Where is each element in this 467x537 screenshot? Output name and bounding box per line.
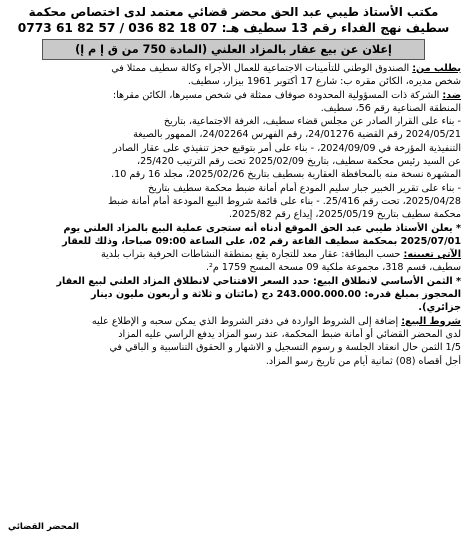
notice-line [6,341,461,354]
line-text: 2025/04/28، تحت رقم 25/416. - بناء على قائمة شروط البيع المودعة أمام أمانة ضبط [108,195,461,207]
notice-line [6,288,461,301]
notice-line [6,168,461,181]
notice-line [6,182,461,195]
notice-line [6,142,461,155]
notice-banner: إعلان عن بيع عقار بالمزاد العلني (المادة 750 من ق إ م إ) [42,39,425,60]
notice-line [6,248,461,261]
line-text: 2024/05/21 رقم القضية 24/01276، رقم الفهرس 24/02264، الممهور بالصيغة [133,129,461,141]
section-label: الآتي تعيينه: [403,249,461,261]
notice-line [6,301,461,314]
bailiff-signature-label: المحضر القضائي [8,522,79,532]
line-text: الشركة ذات المسؤولية المحدودة صوفاف ممثلة في شخص مسيرها، الكائن مقرها: [112,89,443,101]
notice-line [6,315,461,328]
line-text: إضافة إلى الشروط الواردة في دفتر الشروط الذي يمكن سحبه و الإطلاع عليه [91,315,402,327]
notice-line [6,75,461,88]
line-text: 2025/07/01 بمحكمة سطيف القاعة رقم 02، على الساعة 09:00 صباحا، وذلك للعقار [62,235,461,247]
section-label: ضد: [442,89,461,101]
notice-line [6,328,461,341]
line-text: التنفيذية المؤرخة في 2024/09/09، - بناء على أمر بتوقيع حجز تنفيذي على عقار الصادر [112,142,461,154]
office-title: مكتب الأستاذ طيبي عبد الحق محضر قضائي معتمد لدى اختصاص محكمة [28,5,439,19]
notice-line [6,62,461,75]
notice-line [6,261,461,274]
line-text: * الثمن الأساسي لانطلاق البيع: حدد السعر الافتتاحي لانطلاق المزاد العلني لبيع العقار [56,275,461,287]
line-text: جزائري). [418,302,461,314]
line-text: المشهرة نسخة منه بالمحافظة العقارية بسطيف بتاريخ 2025/02/26، مجلد 16 رقم 10. [111,169,461,181]
line-text: محكمة سطيف بتاريخ 2025/05/19، إيداع رقم 2025/82. [228,209,461,221]
office-address-phone: سطيف نهج الفداء رقم 13 سطيف هـ: 07 18 82 036 / 57 82 61 0773 [17,21,450,35]
notice-line [6,155,461,168]
line-text: لدى المحضر القضائي أو أمانة ضبط المحكمة، عند رسو المزاد يدفع الراسي عليه المزاد [118,328,461,340]
line-text: * يعلن الأستاذ طيبي عبد الحق الموقع أدناه أنه ستجرى عملية البيع بالمزاد العلني يوم [63,222,461,234]
line-text: أجل أقصاه (08) ثمانية أيام من تاريخ رسو المزاد. [265,355,461,367]
line-text: المحجوز بمبلغ قدره: 243.000.000.00 دج (مائتان و ثلاثة و أربعون مليون دينار [91,289,461,301]
line-text: شخص مديره، الكائن مقره ب: شارع 17 أكتوبر 1961 بيزار، سطيف. [187,76,461,88]
line-text: 1/5 الثمن حال انعقاد الجلسة و رسوم التسجيل و الاشهار و الحقوق التناسبية و الباقي في [109,342,461,354]
notice-body [6,62,461,368]
line-text: المنطقة الصناعية رقم 56، سطيف. [320,102,461,114]
line-text: عن السيد رئيس محكمة سطيف، بتاريخ 2025/02/09 تحت رقم الترتيب 25/420، [137,156,461,168]
line-text: سطيف، قسم 318، مجموعة ملكية 09 مسحة المسح 1759 م². [205,262,461,274]
section-label: بطلب من: [412,63,461,74]
notice-line [6,195,461,208]
notice-line [6,235,461,248]
line-text: - بناء على القرار الصادر عن مجلس قضاء سطيف، الغرفة الاجتماعية، بتاريخ [163,116,461,128]
section-label: شروط البيع: [401,315,461,327]
notice-line [6,208,461,221]
notice-line [6,128,461,141]
line-text: - بناء على تقرير الخبير جبار سليم المودع أمام أمانة ضبط محكمة سطيف بتاريخ [147,182,461,194]
line-text: الصندوق الوطني للتأمينات الاجتماعية للعمال الأجراء وكالة سطيف ممثلا في [111,63,413,74]
notice-line [6,222,461,235]
notice-line [6,102,461,115]
notice-line [6,355,461,368]
notice-line [6,275,461,288]
notice-line [6,89,461,102]
notice-line [6,115,461,128]
line-text: حسب البطاقة: عقار معد للتجارة يقع بمنطقة النشاطات الحرفية بتراب بلدية [100,249,404,261]
